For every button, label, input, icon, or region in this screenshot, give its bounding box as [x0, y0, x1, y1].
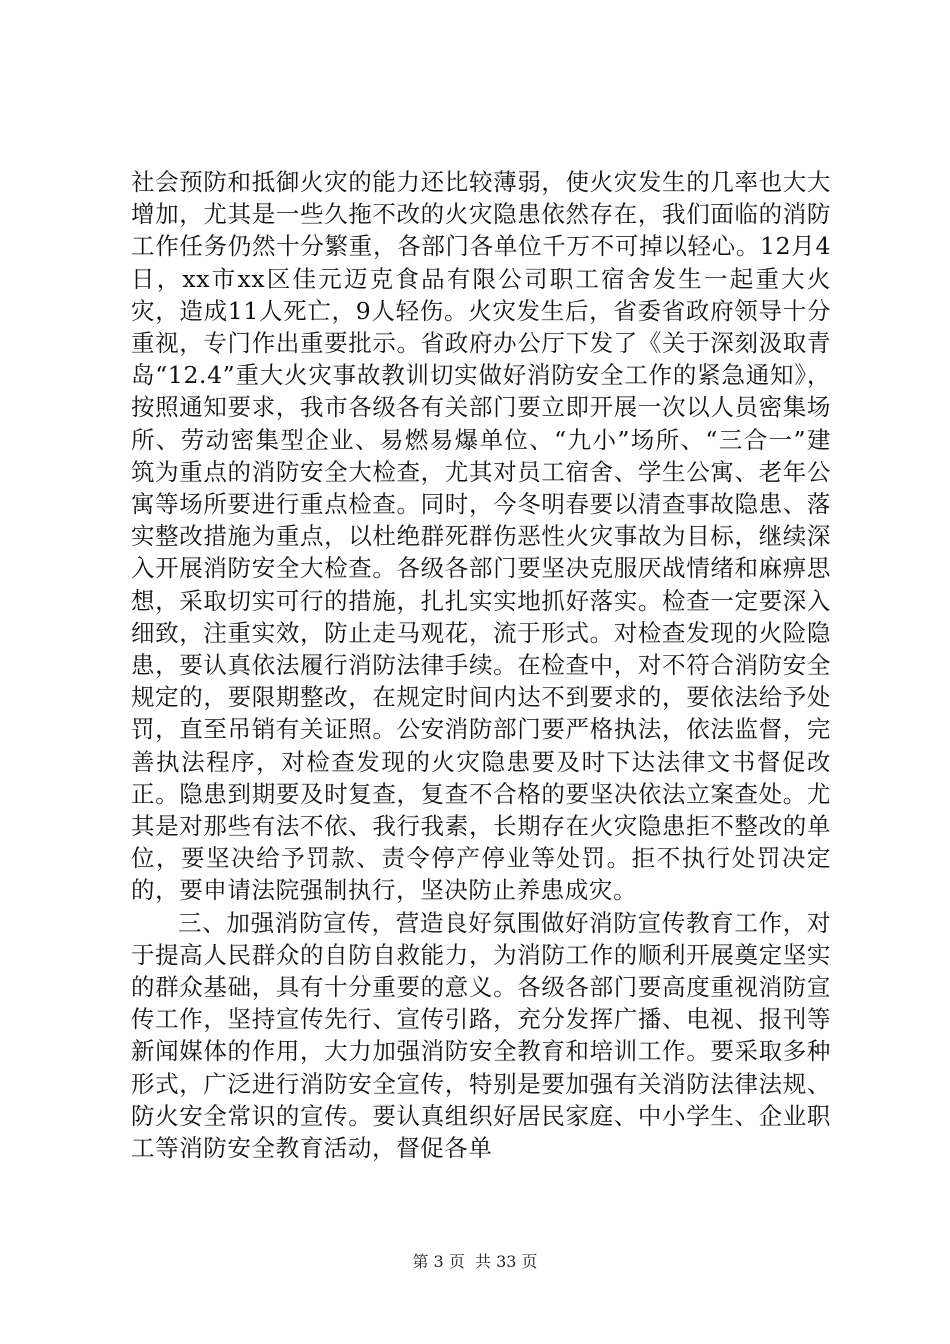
page-footer [0, 1252, 950, 1272]
page-number-label: 第 3 页 共 33 页 [412, 1252, 538, 1271]
paragraph-fire-publicity: 三、加强消防宣传，营造良好氛围做好消防宣传教育工作，对于提高人民群众的自防自救能力，为消防工作的顺利开展奠定坚实的群众基础，具有十分重要的意义。各级各部门要高度重视消防宣传工作，坚持宣传先行、宣传引路，充分发挥广播、电视、报刊等新闻媒体的作用，大力加强消防安全教育和培训工作。要采取多种形式，广泛进行消防安全宣传，特别是要加强有关消防法律法规、防火安全常识的宣传。要认真组织好居民家庭、中小学生、企业职工等消防安全教育活动，督促各单 [131, 908, 831, 1163]
paragraph-fire-inspection: 社会预防和抵御火灾的能力还比较薄弱，使火灾发生的几率也大大增加，尤其是一些久拖不改的火灾隐患依然存在，我们面临的消防工作任务仍然十分繁重，各部门各单位千万不可掉以轻心。12月4日，xx市xx区佳元迈克食品有限公司职工宿舍发生一起重大火灾，造成11人死亡，9人轻伤。火灾发生后，省委省政府领导十分重视，专门作出重要批示。省政府办公厅下发了《关于深刻汲取青岛“12.4”重大火灾事故教训切实做好消防安全工作的紧急通知》，按照通知要求，我市各级各有关部门要立即开展一次以人员密集场所、劳动密集型企业、易燃易爆单位、“九小”场所、“三合一”建筑为重点的消防安全大检查，尤其对员工宿舍、学生公寓、老年公寓等场所要进行重点检查。同时，今冬明春要以清查事故隐患、落实整改措施为重点，以杜绝群死群伤恶性火灾事故为目标，继续深入开展消防安全大检查。各级各部门要坚决克服厌战情绪和麻痹思想，采取切实可行的措施，扎扎实实地抓好落实。检查一定要深入细致，注重实效，防止走马观花，流于形式。对检查发现的火险隐患，要认真依法履行消防法律手续。在检查中，对不符合消防安全规定的，要限期整改，在规定时间内达不到要求的，要依法给予处罚，直至吊销有关证照。公安消防部门要严格执法，依法监督，完善执法程序，对检查发现的火灾隐患要及时下达法律文书督促改正。隐患到期要及时复查，复查不合格的要坚决依法立案查处。尤其是对那些有法不依、我行我素，长期存在火灾隐患拒不整改的单位，要坚决给予罚款、责令停产停业等处罚。拒不执行处罚决定的，要申请法院强制执行，坚决防止养患成灾。 [131, 168, 831, 905]
document-body [131, 166, 831, 1164]
